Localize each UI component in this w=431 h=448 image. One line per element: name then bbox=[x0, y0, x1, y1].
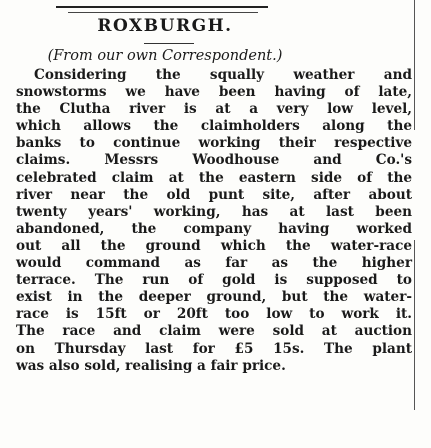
article-line: abandoned, the company having worked bbox=[16, 220, 412, 237]
article-line: the Clutha river is at a very low level, bbox=[16, 101, 412, 118]
top-rule bbox=[56, 6, 268, 8]
article-line: banks to continue working their respective bbox=[16, 135, 412, 152]
article-line: Considering the squally weather and bbox=[34, 67, 412, 83]
article-line: on Thursday last for £5 15s. The plant bbox=[16, 340, 412, 357]
article-line: river near the old punt site, after about bbox=[16, 186, 412, 203]
article-line: which allows the claimholders along the bbox=[16, 118, 412, 135]
article-line: The race and claim were sold at auction bbox=[16, 323, 412, 340]
article-line: snowstorms we have been having of late, bbox=[16, 84, 412, 101]
article-line: would command as far as the higher bbox=[16, 255, 412, 272]
article-line: terrace. The run of gold is supposed to bbox=[16, 272, 412, 289]
top-rule-secondary bbox=[68, 12, 258, 13]
article-line: twenty years' working, has at last been bbox=[16, 203, 412, 220]
article-line: exist in the deeper ground, but the water- bbox=[16, 289, 412, 306]
dateline-heading: ROXBURGH. bbox=[97, 16, 233, 36]
article-line: claims. Messrs Woodhouse and Co.'s bbox=[16, 152, 412, 169]
column-rule-lower bbox=[414, 240, 415, 410]
article-line: out all the ground which the water-race bbox=[16, 237, 412, 254]
article-line: celebrated claim at the eastern side of the bbox=[16, 169, 412, 186]
article-line: race is 15ft or 20ft too low to work it. bbox=[16, 306, 412, 323]
byline: (From our own Correspondent.) bbox=[47, 48, 283, 64]
column-rule-upper bbox=[414, 0, 415, 130]
article-line: was also sold, realising a fair price. bbox=[16, 357, 286, 374]
heading-divider bbox=[144, 43, 194, 44]
article-body bbox=[16, 67, 412, 375]
